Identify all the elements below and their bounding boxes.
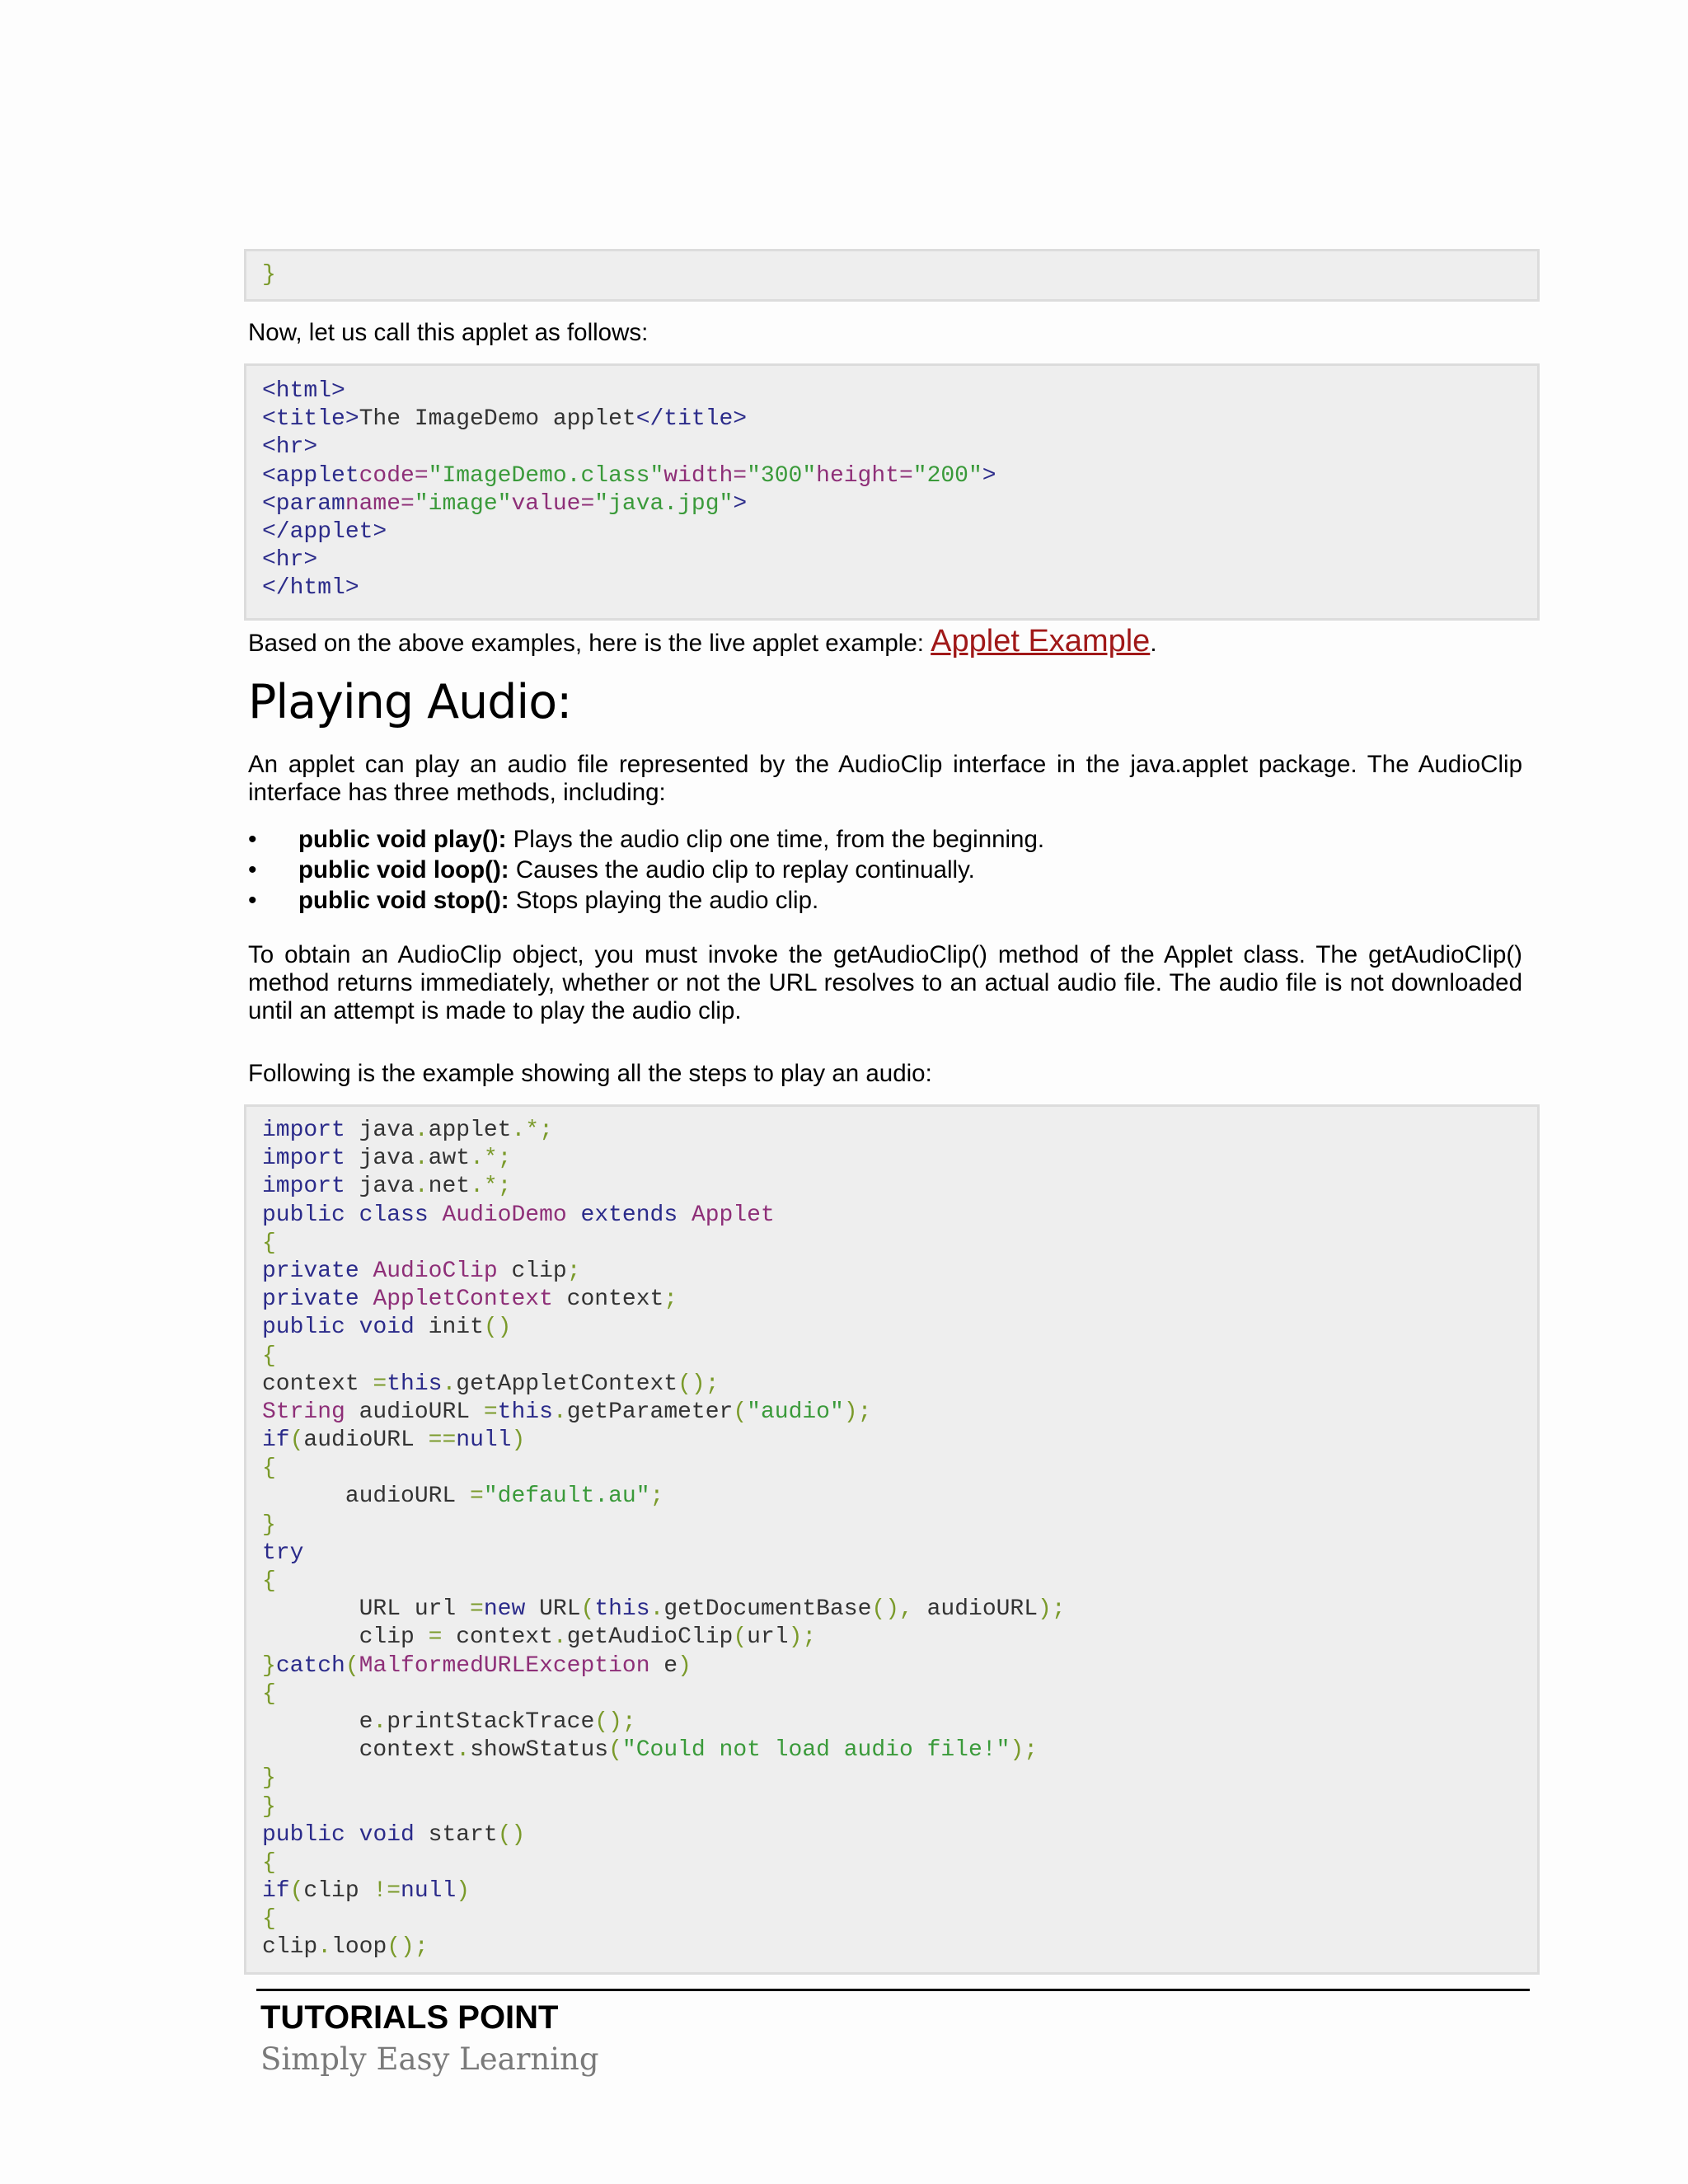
code-token: void bbox=[359, 1315, 415, 1341]
code-token: public bbox=[262, 1821, 345, 1848]
code-token: ); bbox=[843, 1399, 872, 1425]
code-token: "image" bbox=[414, 490, 512, 517]
code-token: clip bbox=[262, 1934, 318, 1961]
code-token: new bbox=[483, 1596, 526, 1623]
code-token: import bbox=[262, 1146, 345, 1172]
footer-divider bbox=[256, 1989, 1530, 1991]
code-token: audioURL bbox=[912, 1596, 1039, 1623]
code-token: code= bbox=[359, 462, 429, 489]
code-token: (); bbox=[678, 1371, 720, 1397]
code-line bbox=[262, 1145, 1537, 1173]
code-token: } bbox=[262, 1511, 276, 1538]
code-token: context bbox=[262, 1371, 373, 1397]
code-token: ; bbox=[663, 1286, 678, 1313]
code-token: "audio" bbox=[747, 1399, 844, 1425]
code-token: { bbox=[262, 1849, 276, 1876]
code-token bbox=[678, 1202, 692, 1228]
code-token: != bbox=[373, 1878, 401, 1905]
paragraph-live-example bbox=[248, 623, 1522, 662]
code-token: . bbox=[552, 1624, 567, 1651]
section-heading: Playing Audio: bbox=[248, 675, 572, 729]
code-token: ( bbox=[608, 1737, 622, 1764]
code-token: "300" bbox=[747, 462, 817, 489]
code-token: e bbox=[649, 1652, 678, 1679]
code-token: ( bbox=[289, 1427, 304, 1454]
code-line bbox=[262, 1877, 1537, 1905]
code-token: import bbox=[262, 1118, 345, 1143]
code-token: The ImageDemo applet bbox=[359, 406, 636, 433]
code-token: awt bbox=[428, 1146, 471, 1172]
code-token: = bbox=[428, 1624, 443, 1651]
code-token: clip bbox=[303, 1878, 373, 1905]
code-token: <title> bbox=[262, 406, 359, 433]
code-token: name= bbox=[345, 490, 415, 517]
method-desc: Plays the audio clip one time, from the beginning. bbox=[506, 826, 1045, 853]
code-token: { bbox=[262, 1455, 276, 1482]
method-desc: Stops playing the audio clip. bbox=[509, 887, 819, 914]
code-token: . bbox=[414, 1118, 429, 1143]
code-token: } bbox=[262, 1652, 276, 1679]
code-token: (), bbox=[871, 1596, 913, 1623]
paragraph-following: Following is the example showing all the steps to play an audio: bbox=[248, 1060, 932, 1087]
code-token: this bbox=[387, 1371, 443, 1397]
code-token: ) bbox=[511, 1427, 526, 1454]
code-token: context bbox=[442, 1624, 553, 1651]
code-token: if bbox=[262, 1878, 290, 1905]
code-token: </html> bbox=[262, 575, 359, 602]
code-line bbox=[262, 1286, 1537, 1314]
code-token: null bbox=[456, 1427, 512, 1454]
code-token: init bbox=[414, 1315, 484, 1341]
code-token bbox=[345, 1202, 359, 1228]
code-token: .*; bbox=[511, 1118, 553, 1143]
code-line bbox=[262, 377, 1537, 405]
code-token: . bbox=[414, 1146, 429, 1172]
paragraph-obtain-clip: To obtain an AudioClip object, you must invoke the getAudioClip() method of the Applet class. The getAudioClip() method returns immediately, whether or not the URL resolves to an actual audio file. The audio file is not downloaded until an attempt is made to play the audio clip. bbox=[248, 941, 1522, 1024]
code-line bbox=[262, 490, 1537, 518]
code-line bbox=[262, 1793, 1537, 1821]
code-token bbox=[359, 1286, 373, 1312]
code-token: value= bbox=[511, 490, 595, 517]
code-token: (); bbox=[594, 1708, 636, 1735]
code-line bbox=[262, 1680, 1537, 1708]
code-token: applet bbox=[428, 1118, 512, 1143]
code-token: . bbox=[552, 1399, 567, 1425]
code-line bbox=[262, 462, 1537, 490]
code-token: Applet bbox=[691, 1202, 775, 1228]
paragraph-call-applet: Now, let us call this applet as follows: bbox=[248, 319, 649, 346]
code-block-java bbox=[244, 1104, 1540, 1975]
code-token: getAudioClip bbox=[566, 1624, 734, 1651]
code-token: ); bbox=[788, 1624, 817, 1651]
code-token: ( bbox=[580, 1596, 595, 1623]
code-token: context bbox=[552, 1286, 664, 1313]
code-token: AppletContext bbox=[373, 1286, 553, 1313]
code-line bbox=[262, 1399, 1537, 1427]
code-line bbox=[262, 1736, 1537, 1765]
code-token: = bbox=[470, 1596, 484, 1623]
code-token: net bbox=[428, 1174, 471, 1200]
code-line bbox=[262, 1258, 1537, 1286]
code-line bbox=[262, 1455, 1537, 1483]
code-line bbox=[262, 1343, 1537, 1371]
code-line bbox=[262, 1849, 1537, 1877]
code-token: . bbox=[317, 1934, 332, 1961]
code-token: .*; bbox=[470, 1174, 512, 1200]
code-token: ) bbox=[678, 1652, 692, 1679]
code-token: > bbox=[982, 462, 996, 489]
code-block-html bbox=[244, 363, 1540, 621]
code-token: { bbox=[262, 1343, 276, 1369]
code-token: "Could not load audio file!" bbox=[621, 1737, 1010, 1764]
code-token: import bbox=[262, 1174, 345, 1200]
code-token: private bbox=[262, 1286, 359, 1313]
paragraph-audio-intro: An applet can play an audio file represented by the AudioClip interface in the java.applet package. The AudioClip interface has three methods, including: bbox=[248, 751, 1522, 806]
code-token: () bbox=[483, 1315, 512, 1341]
code-token: () bbox=[497, 1821, 526, 1848]
code-token: { bbox=[262, 1568, 276, 1594]
code-token: clip bbox=[497, 1258, 567, 1284]
code-token bbox=[345, 1822, 359, 1848]
code-token: ); bbox=[1010, 1737, 1038, 1764]
code-line bbox=[262, 434, 1537, 462]
code-token: class bbox=[359, 1202, 429, 1228]
list-item bbox=[248, 885, 1522, 916]
code-token: </title> bbox=[635, 406, 748, 433]
code-token: java bbox=[345, 1118, 415, 1143]
code-token: <hr> bbox=[262, 547, 318, 574]
code-token: { bbox=[262, 1230, 276, 1256]
code-token: URL bbox=[525, 1596, 581, 1623]
code-line bbox=[262, 1427, 1537, 1455]
code-line bbox=[262, 1821, 1537, 1849]
code-token: printStackTrace bbox=[387, 1708, 595, 1735]
live-example-period: . bbox=[1150, 630, 1157, 657]
code-token: <hr> bbox=[262, 434, 318, 461]
code-token: ( bbox=[289, 1878, 304, 1905]
code-token: audioURL bbox=[303, 1427, 429, 1454]
code-line bbox=[262, 574, 1537, 602]
code-token bbox=[567, 1202, 581, 1228]
code-line bbox=[262, 1596, 1537, 1624]
list-item bbox=[248, 855, 1522, 885]
code-token: { bbox=[262, 1680, 276, 1707]
code-line bbox=[262, 1708, 1537, 1736]
method-desc: Causes the audio clip to replay continually. bbox=[509, 856, 975, 883]
code-token: . bbox=[414, 1174, 429, 1200]
code-token: . bbox=[373, 1708, 387, 1735]
code-token: url bbox=[747, 1624, 789, 1651]
code-line bbox=[262, 1540, 1537, 1568]
code-token: getDocumentBase bbox=[663, 1596, 872, 1623]
code-token: ( bbox=[733, 1399, 748, 1425]
code-token: . bbox=[442, 1371, 457, 1397]
code-line bbox=[262, 1933, 1537, 1961]
code-token: "default.au" bbox=[483, 1483, 650, 1510]
code-token: = bbox=[483, 1399, 498, 1425]
code-token: extends bbox=[580, 1202, 678, 1228]
code-token: MalformedURLException bbox=[359, 1652, 650, 1679]
code-line bbox=[262, 518, 1537, 546]
code-token: this bbox=[594, 1596, 650, 1623]
footer-tagline: Simply Easy Learning bbox=[260, 2041, 599, 2077]
code-line bbox=[262, 546, 1537, 574]
code-block-top bbox=[244, 249, 1540, 302]
code-token: private bbox=[262, 1258, 359, 1284]
code-line bbox=[262, 1173, 1537, 1201]
code-token: getParameter bbox=[566, 1399, 734, 1425]
method-name: public void play(): bbox=[298, 826, 507, 853]
code-token: = bbox=[373, 1371, 387, 1397]
code-line bbox=[262, 1117, 1537, 1145]
method-name: public void stop(): bbox=[298, 887, 509, 914]
code-line bbox=[262, 1202, 1537, 1230]
code-token: = bbox=[470, 1483, 484, 1510]
code-token: "ImageDemo.class" bbox=[428, 462, 664, 489]
code-token: . bbox=[456, 1737, 471, 1764]
footer-brand: TUTORIALS POINT bbox=[260, 1999, 559, 2036]
code-token: <applet bbox=[262, 462, 359, 489]
code-line bbox=[262, 405, 1537, 434]
code-token: height= bbox=[816, 462, 913, 489]
code-token bbox=[359, 1258, 373, 1284]
code-token: <html> bbox=[262, 378, 345, 404]
live-example-text: Based on the above examples, here is the live applet example: bbox=[248, 630, 931, 657]
code-token: java bbox=[345, 1146, 415, 1172]
code-token: getAppletContext bbox=[456, 1371, 678, 1397]
code-line bbox=[262, 1314, 1537, 1342]
code-token: audioURL bbox=[262, 1483, 471, 1510]
code-token: } bbox=[262, 262, 276, 288]
code-token: width= bbox=[663, 462, 748, 489]
code-line bbox=[262, 1568, 1537, 1596]
applet-example-link[interactable]: Applet Example bbox=[931, 624, 1151, 658]
code-line bbox=[262, 1765, 1537, 1793]
code-token: { bbox=[262, 1906, 276, 1933]
code-line bbox=[262, 1652, 1537, 1680]
code-token: ) bbox=[456, 1878, 471, 1905]
code-line bbox=[262, 1624, 1537, 1652]
code-token: == bbox=[428, 1427, 457, 1454]
code-token: "200" bbox=[912, 462, 982, 489]
code-token: clip bbox=[262, 1624, 429, 1651]
code-line bbox=[262, 1230, 1537, 1258]
code-token: void bbox=[359, 1821, 415, 1848]
code-token: URL url bbox=[262, 1596, 471, 1623]
methods-list bbox=[248, 824, 1522, 916]
code-token: audioURL bbox=[345, 1399, 484, 1425]
code-token: ; bbox=[566, 1258, 581, 1284]
code-token bbox=[429, 1202, 443, 1228]
code-token: </applet> bbox=[262, 518, 387, 545]
code-token: showStatus bbox=[470, 1737, 609, 1764]
code-token: > bbox=[733, 490, 748, 517]
code-token: ( bbox=[733, 1624, 748, 1651]
code-token: public bbox=[262, 1315, 345, 1341]
code-token: } bbox=[262, 1765, 276, 1792]
code-line bbox=[262, 1371, 1537, 1399]
code-line bbox=[262, 1483, 1537, 1511]
code-token: AudioDemo bbox=[442, 1202, 567, 1228]
code-line bbox=[262, 1511, 1537, 1540]
code-token: ( bbox=[345, 1652, 359, 1679]
code-token: public bbox=[262, 1202, 345, 1228]
code-token: loop bbox=[331, 1934, 387, 1961]
method-name: public void loop(): bbox=[298, 856, 509, 883]
code-token: if bbox=[262, 1427, 290, 1454]
code-token: } bbox=[262, 1793, 276, 1820]
code-token: AudioClip bbox=[373, 1258, 498, 1284]
code-line bbox=[262, 1905, 1537, 1933]
code-token: .*; bbox=[470, 1146, 512, 1172]
code-token: ); bbox=[1038, 1596, 1066, 1623]
code-token: catch bbox=[275, 1652, 345, 1679]
code-token: null bbox=[401, 1878, 457, 1905]
code-token: . bbox=[649, 1596, 664, 1623]
code-token: <param bbox=[262, 490, 345, 517]
code-token: ; bbox=[649, 1483, 664, 1510]
code-token: String bbox=[262, 1399, 345, 1425]
code-token: start bbox=[414, 1821, 498, 1848]
code-token bbox=[345, 1315, 359, 1340]
code-token: context bbox=[262, 1737, 457, 1764]
code-token: this bbox=[497, 1399, 553, 1425]
code-token: "java.jpg" bbox=[594, 490, 734, 517]
list-item bbox=[248, 824, 1522, 855]
code-token: e bbox=[262, 1708, 373, 1735]
code-token: java bbox=[345, 1174, 415, 1200]
code-line bbox=[262, 261, 1537, 289]
code-token: try bbox=[262, 1540, 304, 1566]
code-token: (); bbox=[387, 1934, 429, 1961]
